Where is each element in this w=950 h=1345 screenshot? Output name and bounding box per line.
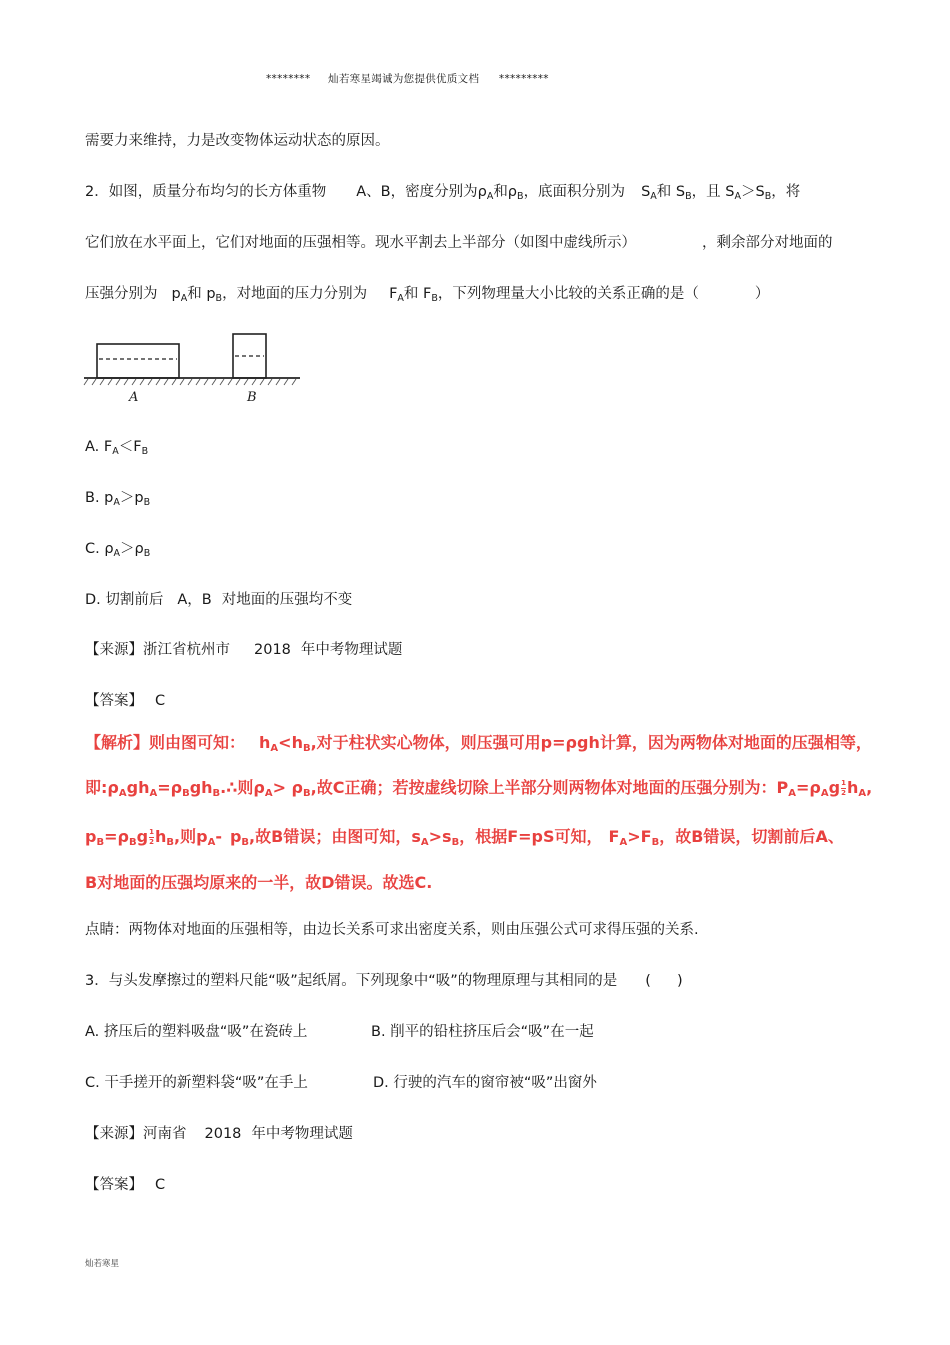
page-header bbox=[266, 71, 549, 86]
q3-option-b: B. 削平的铅柱挤压后会“吸”在一起 bbox=[371, 1024, 594, 1040]
q3-option-c: C. 干手搓开的新塑料袋“吸”在手上 bbox=[85, 1075, 308, 1091]
q3-option-a: A. 挤压后的塑料吸盘“吸”在瓷砖上 bbox=[85, 1024, 308, 1040]
q3-answer: 【答案】 C bbox=[85, 1177, 166, 1193]
q2-line-2: 它们放在水平面上，它们对地面的压强相等。现水平割去上半部分（如图中虚线所示） ，剩余部分对地面的 bbox=[85, 235, 833, 251]
q2-comment: 点睛：两物体对地面的压强相等，由边长关系可求出密度关系，则由压强公式可求得压强的关系. bbox=[85, 922, 699, 938]
q2-option-c: C. $\rho_A>\rho_B$ bbox=[85, 541, 151, 559]
q2-source: 【来源】浙江省杭州市 2018 年中考物理试题 bbox=[85, 642, 403, 658]
q2-line-3: 压强分别为 $p_A$和 $p_B$，对地面的压力分别为 $F_A$和 $F_B$，下列物理量大小比较的关系正确的是（ ） bbox=[85, 286, 770, 304]
analysis-line-1: 【解析】则由图可知： hA<hB,对于柱状实心物体，则压强可用p=ρgh计算，因为两物体对地面的压强相等， bbox=[85, 733, 872, 754]
intro-line: 需要力来维持，力是改变物体运动状态的原因。 bbox=[85, 133, 390, 149]
figure-label-a: A bbox=[129, 390, 139, 405]
fraction-half: $\frac{1}{2}$ bbox=[841, 779, 846, 797]
header-title: 灿若寒星竭诚为您提供优质文档 bbox=[328, 73, 480, 85]
q3-stem: 3．与头发摩擦过的塑料尺能“吸”起纸屑。下列现象中“吸”的物理原理与其相同的是 ( ) bbox=[85, 973, 683, 989]
analysis-line-4: B对地面的压强均原来的一半，故D错误。故选C. bbox=[85, 873, 433, 892]
ground-hatching bbox=[84, 379, 296, 385]
analysis-line-2: 即:ρAghA=ρBghB.∴则ρA> ρB,故C正确；若按虚线切除上半部分则两物体对地面的压强分别为：PA=ρAg $\frac{1}{2}$ hA, bbox=[85, 778, 873, 799]
q2-line-1: 2．如图，质量分布均匀的长方体重物 A、B，密度分别为$\rho_A$和$\rho_B$，底面积分别为 $S_A$和 $S_B$，且 $S_A>S_B$，将 bbox=[85, 184, 801, 202]
figure-label-b: B bbox=[247, 390, 257, 405]
q2-option-b: B. $p_A>p_B$ bbox=[85, 490, 151, 508]
block-a bbox=[97, 344, 179, 378]
header-right-stars: ********* bbox=[498, 73, 549, 85]
q2-answer: 【答案】 C bbox=[85, 693, 166, 709]
analysis-line-3: pB=ρBg $\frac{1}{2}$ hB,则pA- pB,故B错误；由图可知，sA>sB，根据F=pS可知， FA>FB，故B错误，切割前后A、 bbox=[85, 827, 844, 848]
q2-option-a: A. $F_A<F_B$ bbox=[85, 439, 149, 457]
q3-source: 【来源】河南省 2018 年中考物理试题 bbox=[85, 1126, 353, 1142]
fraction-half: $\frac{1}{2}$ bbox=[149, 828, 154, 846]
q2-option-d: D. 切割前后 A，B 对地面的压强均不变 bbox=[85, 592, 353, 608]
page-footer: 灿若寒星 bbox=[85, 1259, 120, 1269]
q2-figure bbox=[82, 330, 304, 408]
q3-option-d: D. 行驶的汽车的窗帘被“吸”出窗外 bbox=[373, 1075, 597, 1091]
header-left-stars: ******** bbox=[266, 73, 311, 85]
